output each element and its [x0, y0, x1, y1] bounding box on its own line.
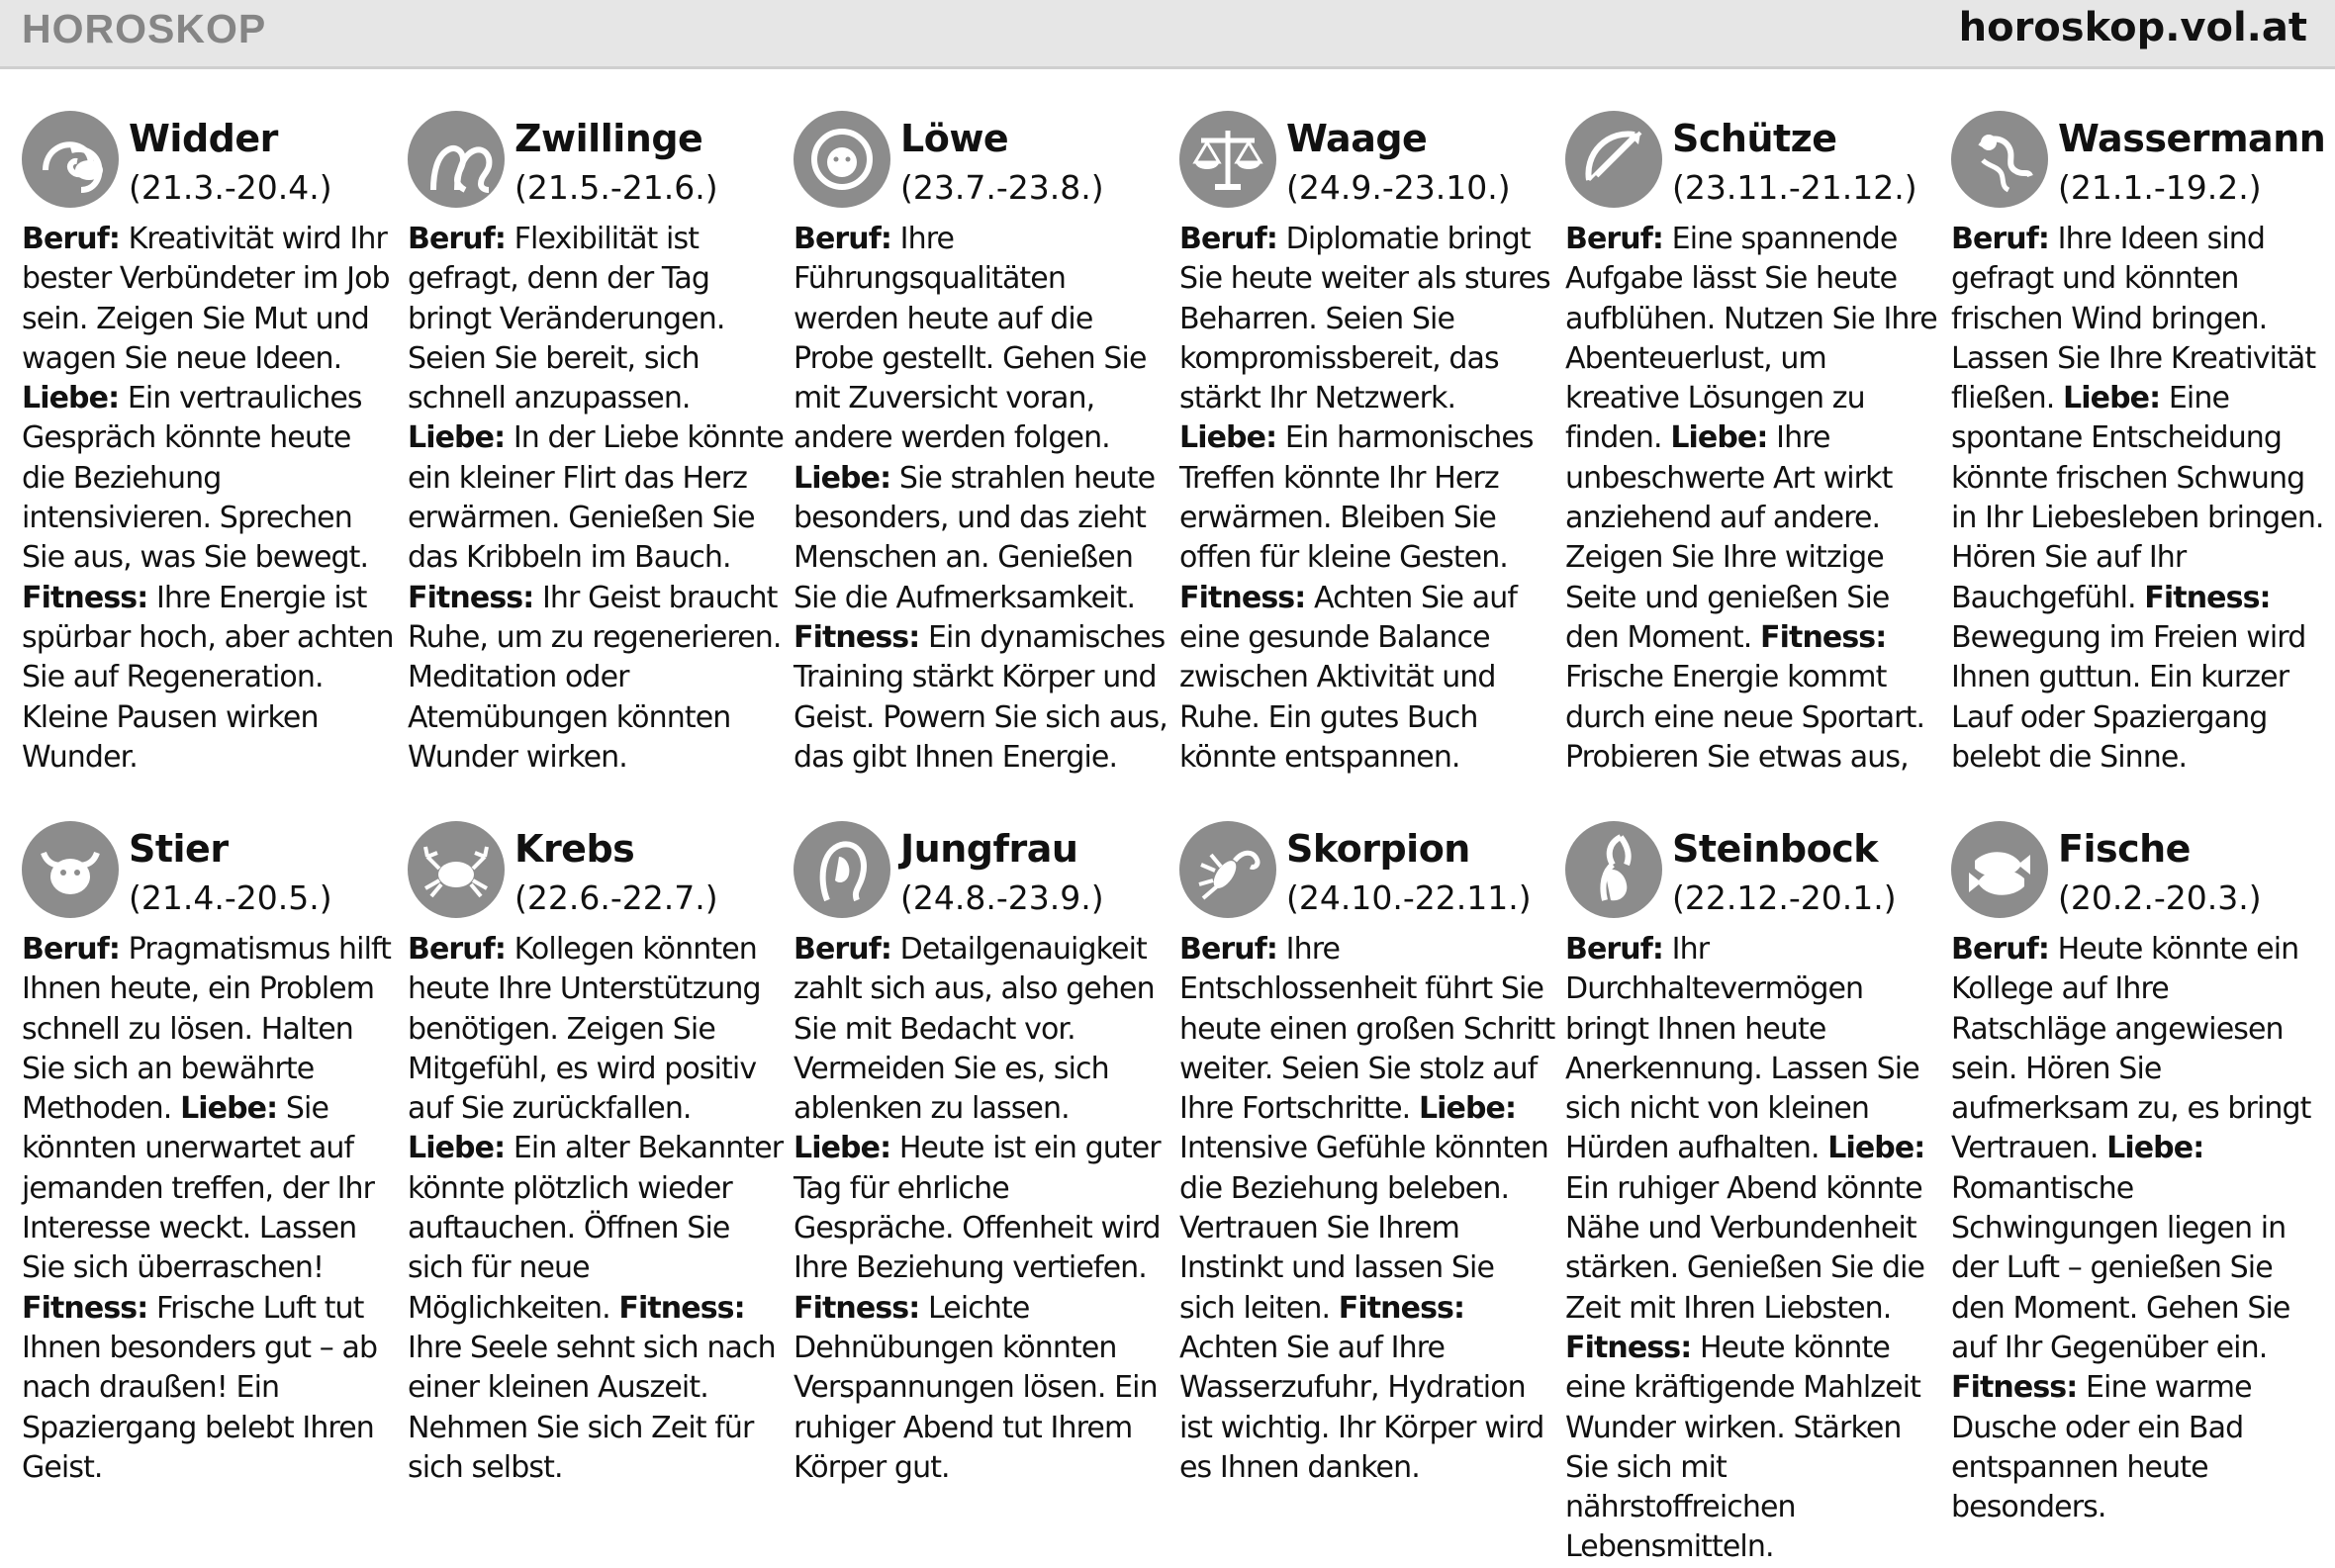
love-text: Romantische Schwingungen liegen in der Luft – genießen Sie den Moment. Gehen Sie auf Ihr Gegenüber ein.	[1951, 1170, 2290, 1365]
twins-icon	[408, 111, 505, 208]
love-label: Liebe:	[1179, 420, 1277, 456]
sign-dates: (20.2.-20.3.)	[2058, 878, 2262, 917]
fitness-text: Ihr Geist braucht Ruhe, um zu regenerieren. Meditation oder Atemübungen könnten Wunder wirken.	[408, 580, 782, 775]
sign-dates: (24.10.-22.11.)	[1286, 878, 1532, 917]
sign-name: Stier	[129, 827, 229, 871]
crab-icon	[408, 821, 505, 918]
fitness-label: Fitness:	[618, 1290, 745, 1326]
fitness-text: Frische Energie kommt durch eine neue Sportart. Probieren Sie etwas aus,	[1565, 660, 1925, 775]
love-text: Heute ist ein guter Tag für ehrliche Gespräche. Offenheit wird Ihre Beziehung vertiefen.	[794, 1131, 1161, 1286]
job-text: Ihr Durchhaltevermögen bringt Ihnen heute Anerkennung. Lassen Sie sich nicht von kleinen Hürden aufhalten.	[1565, 932, 1919, 1166]
ram-icon	[22, 111, 119, 208]
horoscope-text	[1951, 220, 2327, 778]
horoscope-text	[794, 930, 1169, 1488]
job-label: Beruf:	[408, 932, 507, 967]
fitness-text: Bewegung im Freien wird Ihnen guttun. Ein kurzer Lauf oder Spaziergang belebt die Sinne.	[1951, 619, 2306, 775]
sign-name: Fische	[2058, 827, 2191, 871]
love-text: Ein ruhiger Abend könnte Nähe und Verbundenheit stärken. Genießen Sie die Zeit mit Ihren Liebsten.	[1565, 1170, 1925, 1326]
fitness-label: Fitness:	[22, 580, 148, 615]
love-label: Liebe:	[2063, 381, 2161, 416]
love-text: Intensive Gefühle könnten die Beziehung beleben. Vertrauen Sie Ihrem Instinkt und lassen Sie sich leiten.	[1179, 1131, 1548, 1326]
love-label: Liebe:	[1827, 1131, 1925, 1166]
job-label: Beruf:	[1951, 932, 2050, 967]
fitness-label: Fitness:	[1338, 1290, 1465, 1326]
fitness-text: Frische Luft tut Ihnen besonders gut – ab nach draußen! Ein Spaziergang belebt Ihren Geist.	[22, 1290, 378, 1485]
love-label: Liebe:	[22, 381, 120, 416]
love-label: Liebe:	[180, 1091, 278, 1127]
love-text: Sie strahlen heute besonders, und das zieht Menschen an. Genießen Sie die Aufmerksamkeit.	[794, 460, 1156, 615]
sign-dates: (23.7.-23.8.)	[900, 168, 1104, 207]
job-label: Beruf:	[1179, 222, 1278, 256]
sign-dates: (24.8.-23.9.)	[900, 878, 1104, 917]
job-label: Beruf:	[22, 222, 121, 256]
fitness-label: Fitness:	[1179, 580, 1306, 615]
job-text: Detailgenauigkeit zahlt sich aus, also gehen Sie mit Bedacht vor. Vermeiden Sie es, sich ablenken zu lassen.	[794, 932, 1155, 1127]
sign-dates: (22.6.-22.7.)	[514, 878, 718, 917]
job-label: Beruf:	[1179, 932, 1278, 967]
job-text: Ihre Führungsqualitäten werden heute auf die Probe gestellt. Gehen Sie mit Zuversicht voran, andere werden folgen.	[794, 222, 1147, 456]
love-label: Liebe:	[794, 460, 891, 496]
job-text: Ihre Entschlossenheit führt Sie heute einen großen Schritt weiter. Seien Sie stolz auf Ihre Fortschritte.	[1179, 932, 1555, 1127]
site-url: horoskop.vol.at	[1958, 5, 2307, 50]
fitness-text: Eine warme Dusche oder ein Bad entspannen heute besonders.	[1951, 1370, 2252, 1525]
sign-dates: (21.3.-20.4.)	[129, 168, 332, 207]
job-label: Beruf:	[408, 222, 507, 256]
job-text: Pragmatismus hilft Ihnen heute, ein Problem schnell zu lösen. Halten Sie sich an bewährte Methoden.	[22, 932, 391, 1127]
sign-name: Jungfrau	[900, 827, 1078, 871]
love-text: Ein alter Bekannter könnte plötzlich wieder auftauchen. Öffnen Sie sich für neue Möglichkeiten.	[408, 1131, 784, 1326]
water-bearer-icon	[1951, 111, 2048, 208]
ibex-icon	[1565, 821, 1662, 918]
sign-dates: (22.12.-20.1.)	[1672, 878, 1897, 917]
header-bar	[0, 0, 2335, 69]
fitness-text: Ein dynamisches Training stärkt Körper und Geist. Powern Sie sich aus, das gibt Ihnen Energie.	[794, 619, 1168, 775]
sign-name: Steinbock	[1672, 827, 1878, 871]
fitness-text: Leichte Dehnübungen könnten Verspannungen lösen. Ein ruhiger Abend tut Ihrem Körper gut.	[794, 1290, 1158, 1485]
sign-dates: (24.9.-23.10.)	[1286, 168, 1511, 207]
fish-icon	[1951, 821, 2048, 918]
fitness-text: Ihre Seele sehnt sich nach einer kleinen Auszeit. Nehmen Sie sich Zeit für sich selbst.	[408, 1330, 776, 1485]
archer-icon	[1565, 111, 1662, 208]
job-label: Beruf:	[22, 932, 121, 967]
love-text: Eine spontane Entscheidung könnte frischen Schwung in Ihr Liebesleben bringen. Hören Sie auf Ihr Bauchgefühl.	[1951, 381, 2324, 615]
job-text: Diplomatie bringt Sie heute weiter als stures Beharren. Seien Sie kompromissbereit, das stärkt Ihr Netzwerk.	[1179, 222, 1550, 416]
fitness-label: Fitness:	[1951, 1370, 2078, 1406]
sign-name: Skorpion	[1286, 827, 1470, 871]
horoscope-text	[1565, 930, 1941, 1568]
horoscope-text	[1179, 220, 1555, 778]
sign-name: Widder	[129, 117, 278, 160]
horoscope-text	[408, 930, 784, 1488]
fitness-text: Ihre Energie ist spürbar hoch, aber achten Sie auf Regeneration. Kleine Pausen wirken Wunder.	[22, 580, 394, 775]
sign-dates: (23.11.-21.12.)	[1672, 168, 1917, 207]
love-label: Liebe:	[1670, 420, 1768, 456]
sign-name: Löwe	[900, 117, 1009, 160]
lion-icon	[794, 111, 890, 208]
horoscope-text	[22, 930, 398, 1488]
love-label: Liebe:	[408, 1131, 506, 1166]
job-label: Beruf:	[794, 932, 892, 967]
sign-dates: (21.5.-21.6.)	[514, 168, 718, 207]
fitness-label: Fitness:	[1760, 619, 1887, 655]
job-text: Kreativität wird Ihr bester Verbündeter im Job sein. Zeigen Sie Mut und wagen Sie neue Ideen.	[22, 222, 390, 376]
sign-name: Schütze	[1672, 117, 1837, 160]
job-text: Eine spannende Aufgabe lässt Sie heute aufblühen. Nutzen Sie Ihre Abenteuerlust, um kreative Lösungen zu finden.	[1565, 222, 1937, 456]
love-text: Sie könnten unerwartet auf jemanden treffen, der Ihr Interesse weckt. Lassen Sie sich überraschen!	[22, 1091, 375, 1286]
job-text: Heute könnte ein Kollege auf Ihre Ratschläge angewiesen sein. Hören Sie aufmerksam zu, es bringt Vertrauen.	[1951, 932, 2311, 1166]
scorpion-icon	[1179, 821, 1276, 918]
sign-name: Zwillinge	[514, 117, 703, 160]
love-text: Ihre unbeschwerte Art wirkt anziehend auf andere. Zeigen Sie Ihre witzige Seite und genießen Sie den Moment.	[1565, 420, 1893, 655]
sign-dates: (21.4.-20.5.)	[129, 878, 332, 917]
fitness-label: Fitness:	[794, 619, 920, 655]
fitness-text: Achten Sie auf Ihre Wasserzufuhr, Hydration ist wichtig. Ihr Körper wird es Ihnen danken.	[1179, 1330, 1544, 1485]
sign-name: Krebs	[514, 827, 635, 871]
horoscope-text	[1565, 220, 1941, 778]
horoscope-text	[1179, 930, 1555, 1488]
fitness-text: Heute könnte eine kräftigende Mahlzeit Wunder wirken. Stärken Sie sich mit nährstoffreichen Lebensmitteln.	[1565, 1330, 1920, 1565]
horoscope-text	[794, 220, 1169, 778]
love-label: Liebe:	[1418, 1091, 1517, 1127]
job-label: Beruf:	[1565, 932, 1664, 967]
fitness-label: Fitness:	[1565, 1330, 1692, 1365]
fitness-text: Achten Sie auf eine gesunde Balance zwischen Aktivität und Ruhe. Ein gutes Buch könnte entspannen.	[1179, 580, 1517, 775]
love-label: Liebe:	[794, 1131, 891, 1166]
job-label: Beruf:	[1951, 222, 2050, 256]
horoscope-text	[408, 220, 784, 778]
fitness-label: Fitness:	[794, 1290, 920, 1326]
fitness-label: Fitness:	[2144, 580, 2271, 615]
scales-icon	[1179, 111, 1276, 208]
sign-name: Waage	[1286, 117, 1428, 160]
love-text: Ein harmonisches Treffen könnte Ihr Herz erwärmen. Bleiben Sie offen für kleine Gesten.	[1179, 420, 1534, 576]
job-text: Flexibilität ist gefragt, denn der Tag bringt Veränderungen. Seien Sie bereit, sich schnell anzupassen.	[408, 222, 725, 416]
virgin-icon	[794, 821, 890, 918]
section-title: HOROSKOP	[22, 6, 267, 51]
love-text: In der Liebe könnte ein kleiner Flirt das Herz erwärmen. Genießen Sie das Kribbeln im Bauch.	[408, 420, 784, 576]
fitness-label: Fitness:	[408, 580, 534, 615]
fitness-label: Fitness:	[22, 1290, 148, 1326]
job-text: Ihre Ideen sind gefragt und könnten frischen Wind bringen. Lassen Sie Ihre Kreativität fließen.	[1951, 222, 2316, 416]
horoscope-text	[1951, 930, 2327, 1527]
job-label: Beruf:	[794, 222, 892, 256]
love-text: Ein vertrauliches Gespräch könnte heute die Beziehung intensivieren. Sprechen Sie aus, was Sie bewegt.	[22, 381, 369, 576]
sign-dates: (21.1.-19.2.)	[2058, 168, 2262, 207]
love-label: Liebe:	[2106, 1131, 2204, 1166]
bull-icon	[22, 821, 119, 918]
horoscope-text	[22, 220, 398, 778]
job-label: Beruf:	[1565, 222, 1664, 256]
sign-name: Wassermann	[2058, 117, 2326, 160]
job-text: Kollegen könnten heute Ihre Unterstützung benötigen. Zeigen Sie Mitgefühl, es wird positiv auf Sie zurückfallen.	[408, 932, 761, 1127]
love-label: Liebe:	[408, 420, 506, 456]
